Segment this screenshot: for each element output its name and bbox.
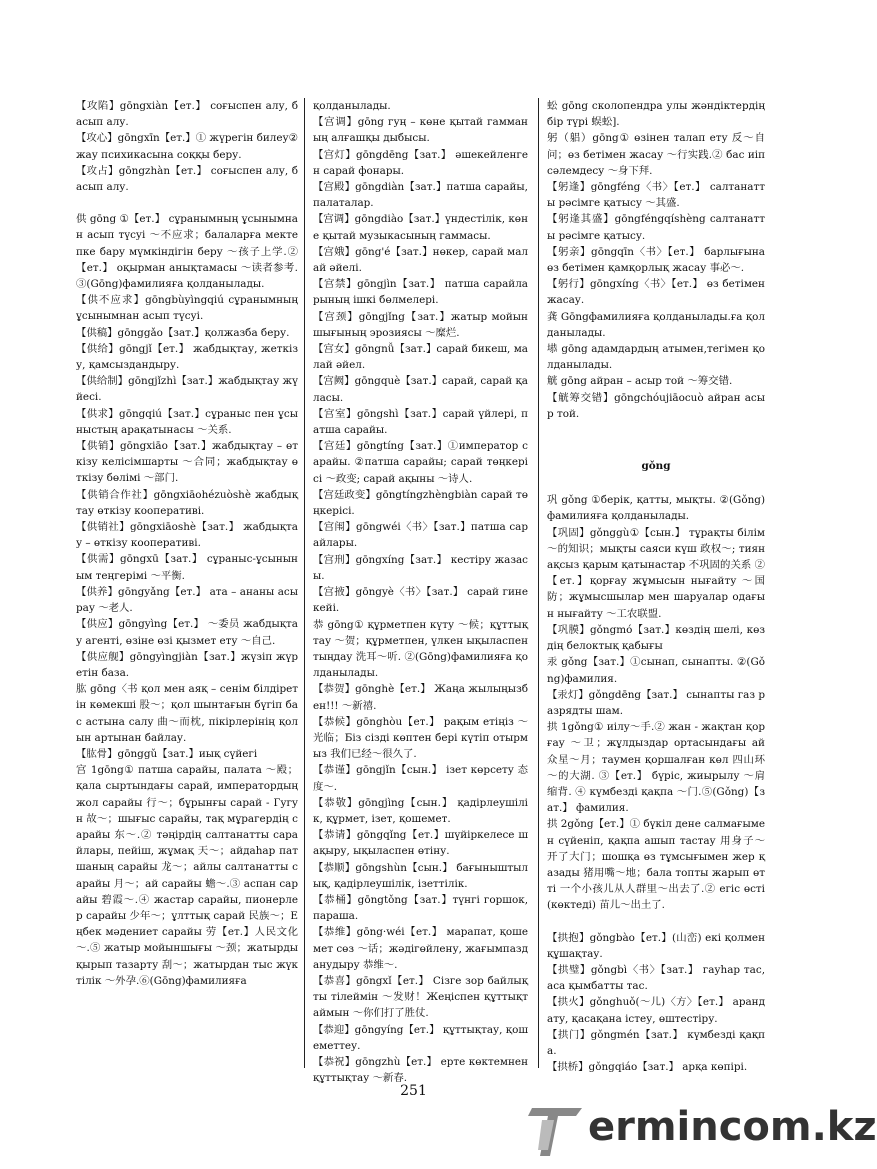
dictionary-entry: 【供养】gōngyǎng【ет.】 ата – ананы асырау ～老人. <box>76 585 298 615</box>
dictionary-entry: 【宫颈】gōngjǐng【зат.】жатыр мойыншығының эрозиясы ～糜烂. <box>313 310 528 339</box>
dictionary-entry: 【躬亲】gōngqīn〈书〉【ет.】 барлығына өз бетімен қамқорлық жасау 事必～. <box>547 245 765 275</box>
dictionary-entry: 【拱门】gǒngmén【зат.】 күмбезді қақпа. <box>547 1028 765 1057</box>
dictionary-entry: 【宫廷】gōngtíng【зат.】①император сарайы. ②патша сарайы; сарай төңкерісі ～政变; сарай ақыны ～诗人. <box>313 440 528 485</box>
dictionary-entry: 龚 Gōngфамилияға қолданылады.ға қолданылады. <box>547 310 765 339</box>
dictionary-entry: 【躬行】gōngxíng〈书〉【ет.】 өз бетімен жасау. <box>547 278 765 307</box>
dictionary-entry: 【恭敬】gōngjìng【сын.】 қадірлеушілік, құрмет, ізет, қошемет. <box>313 796 528 825</box>
dictionary-entry: 【宫女】gōngnǚ【зат.】сарай бикеш, малай әйел. <box>313 343 528 372</box>
dictionary-entry: 【宫掖】gōngyè〈书〉【зат.】 сарай гинекейі. <box>313 586 528 615</box>
page-number: 251 <box>400 1083 427 1099</box>
dictionary-entry: 【宫调】gōngdiào【зат.】үндестілік, көне қытай музыкасының гаммасы. <box>313 213 528 242</box>
dictionary-entry: 【供需】gōngxū【зат.】 сұраныс-ұсыныным теңгерімі ～平衡. <box>76 553 298 582</box>
dictionary-entry: 【恭喜】gōngxǐ【ет.】 Сізге зор байлықты тілеймін ～发财！Жеңіспен құттықтаймын ～你们打了胜仗. <box>313 974 528 1020</box>
section-heading: gǒng <box>641 460 671 473</box>
dictionary-entry: 【巩膜】gǒngmó【зат.】көздің шелі, көздің белоктық қабығы <box>547 623 765 653</box>
dictionary-entry: 【肱骨】gōnggǔ【зат.】иық сүйегі <box>76 747 258 760</box>
dictionary-entry: 【供稿】gōnggǎo【зат.】қолжазба беру. <box>76 326 290 339</box>
dictionary-entry: 【宫室】gōngshì【зат.】сарай үйлері, патша сарайы. <box>313 407 528 437</box>
dictionary-entry: 【攻占】gōngzhàn【ет.】 соғыспен алу, басып алу. <box>76 164 298 194</box>
dictionary-entry: қолданылады. <box>313 100 391 112</box>
dictionary-entry: 【宫闱】gōngwéi〈书〉【зат.】патша сарайлары. <box>313 521 528 550</box>
dictionary-entry: 巩 gǒng ①берік, қатты, мықты. ②(Gǒng)фамилияға қолданылады. <box>547 494 765 523</box>
dictionary-entry: 【躬逢其盛】gōngféngqíshèng салтанатты рәсімге қатысу. <box>547 213 765 242</box>
dictionary-entry: 【攻陷】gōngxiàn【ет.】 соғыспен алу, басып алу. <box>76 100 298 129</box>
entry-spacer <box>547 914 765 930</box>
dictionary-entry: 【汞灯】gǒngdēng【зат.】 сынапты газ разрядты шам. <box>547 688 765 717</box>
column-rule-left <box>304 98 305 1068</box>
dictionary-entry: 【供应舰】gōngyìngjiàn【зат.】жүзіп жүретін база. <box>76 650 298 679</box>
dictionary-entry: 【恭请】gōngqǐng【ет.】шүйіркелесе шақыру, ықыласпен өтіну. <box>313 829 528 858</box>
dictionary-entry: 蚣 gōng сколопендра улы жәндіктердің бір түрі 蜈蚣]. <box>547 100 765 129</box>
column-left <box>76 98 298 989</box>
dictionary-entry: 【宫娥】gōng'é【зат.】нөкер, сарай малай әйелі. <box>313 245 528 275</box>
dictionary-entry: 【拱桥】gǒngqiáo【зат.】 арқа көпірі. <box>547 1061 748 1074</box>
dictionary-entry: 【供给】gōngjǐ【ет.】 жабдықтау, жеткізу, қамсыздандыру. <box>76 342 298 372</box>
dictionary-entry: 拱 1gǒng① иілу～手.② жан - жақтан қорғау ～卫；жұлдыздар ортасындағы ай 众星～月；таумен қоршалған көл 四山环～的大湖. ③【ет.】 бүріс, жиырылу ～肩缩背. ④ күмбезді қақпа ～门.⑤(Gǒng)【зат.】 фамилия. <box>547 721 765 815</box>
dictionary-entry: 【拱璧】gǒngbì〈书〉【зат.】 гауһар тас, аса қымбатты тас. <box>547 963 765 993</box>
dictionary-entry: 【供应】gōngyìng【ет.】 ～委员 жабдықтау агенті, өзіне өзі қызмет ету ～自己. <box>76 618 298 647</box>
dictionary-entry: 【宫殿】gōngdiàn【зат.】патша сарайы, палаталар. <box>313 181 528 210</box>
dictionary-entry: 拱 2gǒng【ет.】① бүкіл дене салмағымен сүйеніп, қақпа ашып тастау 用身子～开了大门；шошқа өз тұмсығымен жер қазады 猪用嘴～地；бала топты жарып өтті 一个小孩儿从人群里～出去了.② егіс өсті (көктеді) 苗儿～出土了. <box>547 818 765 912</box>
dictionary-entry: 觥 gōng айран – асыр той ～筹交错. <box>547 375 733 388</box>
dictionary-entry: 【宫刑】gōngxíng【зат.】 кестіру жазасы. <box>313 553 528 582</box>
dictionary-entry: 【恭祝】gōngzhù【ет.】 ерте көктемнен құттықтау ～新春. <box>313 1055 528 1085</box>
dictionary-entry: 【供销】gōngxiāo【зат.】жабдықтау – өткізу келісімшарты ～合同；жабдықтау өткізу бөлімі ～部门. <box>76 440 298 485</box>
dictionary-entry: 【恭桶】gōngtǒng【зат.】түнгі горшок, параша. <box>313 893 528 923</box>
dictionary-entry: 【恭维】gōng·wéi【ет.】 марапат, қошемет сөз ～话；жәдігөйлену, жағымпазданудыру 恭维～. <box>313 926 528 971</box>
entry-spacer <box>547 422 765 438</box>
dictionary-entry: 恭 gōng① құрметпен күту ～候；құттықтау ～贺；құрметпен, үлкен ықыласпен тыңдау 洗耳～听. ②(Gōng)фамилияға қолданылады. <box>313 618 528 680</box>
dictionary-entry: 【攻心】gōngxīn【ет.】① жүрегін билеу②жау психикасына соққы беру. <box>76 132 298 161</box>
dictionary-entry: 【恭谨】gōngjǐn【сын.】 ізет көрсету 态度～. <box>313 764 528 793</box>
dictionary-entry: 【恭贺】gōnghè【ет.】 Жаңа жылыңызбен!!! ～新禧. <box>313 683 528 712</box>
dictionary-entry: 【宫禁】gōngjìn【зат.】 патша сарайларының ішкі бөлмелері. <box>313 278 528 307</box>
dictionary-entry: 【供求】gōngqiú【зат.】сұраныс пен ұсыныстың арақатынасы ～关系. <box>76 407 298 436</box>
column-right <box>547 98 765 1075</box>
dictionary-entry: 塨 gōng адамдардың атымен,тегімен қолданылады. <box>547 343 765 372</box>
dictionary-entry: 宫 1gōng① патша сарайы, палата ～殿；қала сыртындағы сарай, императордың жол сарайы 行～；бұрынғы сарай - Гугун 故～；шығыс сарайы, тақ мұрагердің сарайы 东～.② тәңірдің салтанатты сарайлары, пейіш, жұмақ 天～；айдаһар патшаның сарайы 龙～；айлы салтанатты сарайы 月～；ай сарайы 蟾～.③ аспан сарайы 碧霞～.④ жастар сарайы, пионерлер сарайы 少年～；ұлттық сарай 民族～；Еңбек мәдениет сарайы 劳【ет.】人民文化～.⑤ жатыр мойыншығы ～颈；жатырды қырып тазарту 刮～；жатырдан тыс жүктілік ～外孕.⑥(Gōng)фамилияға <box>76 764 298 987</box>
dictionary-entry: 【供销合作社】gōngxiāohézuòshè жабдықтау өткізу кооперативі. <box>76 488 298 517</box>
dictionary-entry: 【供给制】gōngjǐzhì【зат.】жабдықтау жүйесі. <box>76 375 298 404</box>
dictionary-entry: 【供销社】gōngxiāoshè【зат.】 жабдықтау – өткізу кооперативі. <box>76 521 298 550</box>
dictionary-entry: 【宫阙】gōngquè【зат.】сарай, сарай қаласы. <box>313 375 528 404</box>
dictionary-entry: 【恭顺】gōngshùn【сын.】 бағыныштылық, қадірлеушілік, ізеттілік. <box>313 861 528 890</box>
dictionary-entry: 【宫廷政变】gōngtíngzhèngbiàn сарай төңкерісі. <box>313 488 528 518</box>
logo-wordmark: ermincom.kz <box>588 1104 877 1150</box>
dictionary-entry: 肱 gōng〈书 қол мен аяқ – сенім білдіретін көмекші 股～；қол шынтағын бүгіп бас астына салу 曲～而枕, пікірлерінің қолын артынан байлау. <box>76 683 298 744</box>
termincom-logo <box>528 1100 877 1160</box>
dictionary-entry: 【拱抱】gǒngbào【ет.】(山峦) екі қолмен құшақтау. <box>547 931 765 960</box>
column-rule-right <box>538 98 539 1068</box>
dictionary-entry: 【恭候】gōnghòu【ет.】 рақым етіңіз ～光临；Біз сізді көптен бері күтіп отырмыз 我们已经～很久了. <box>313 715 528 761</box>
dictionary-entry: 【恭迎】gōngyíng【ет.】 құттықтау, қошеметтеу. <box>313 1023 528 1052</box>
column-middle <box>313 98 528 1086</box>
dictionary-entry: 汞 gǒng【зат.】①сынап, сынапты. ②(Gǒng)фамилия. <box>547 656 765 685</box>
dictionary-entry: 【觥筹交错】gōngchóujiāocuò айран асыр той. <box>547 391 765 420</box>
entry-spacer <box>76 195 298 211</box>
dictionary-entry: 【宫调】gōng гуң – көне қытай гамманың алғашқы дыбысы. <box>313 116 528 145</box>
dictionary-entry: 【宫灯】gōngdēng【зат.】 әшекейленген сарай фонары. <box>313 148 528 177</box>
dictionary-entry: 【拱火】gǒnghuǒ(～儿)〈方〉【ет.】 арандату, қасақана істеу, өштестіру. <box>547 996 765 1025</box>
dictionary-entry: 【供不应求】gōngbùyìngqiú сұранымның ұсынымнан асып түсуі. <box>76 294 298 323</box>
dictionary-entry: 【巩固】gǒnggù①【сын.】 тұрақты білім ～的知识；мықты саяси күш 政权～; тиянақсыз қарым қатынастар 不巩固的关系 ②【ет.】қорғау жұмысын нығайту ～国防；жұмысшылар мен шаруалар одағын нығайту ～工农联盟. <box>547 526 765 620</box>
dictionary-entry: 躬（躳）gōng① өзінен талап ету 反～自问；өз бетімен жасау ～行实践.② бас иіп сәлемдесу ～身下拜. <box>547 132 765 177</box>
dictionary-entry: 供 gōng ①【ет.】 сұранымның ұсынымнан асып түсуі ～不应求；балаларға мектепке бару мүмкіндігін беру ～孩子上学.②【ет.】 оқырман анықтамасы ～读者参考. ③(Gōng)фамилияға қолданылады. <box>76 213 298 291</box>
dictionary-entry: 【躬逢】gōngféng〈书〉【ет.】 салтанатты рәсімге қатысу ～其盛. <box>547 181 765 210</box>
